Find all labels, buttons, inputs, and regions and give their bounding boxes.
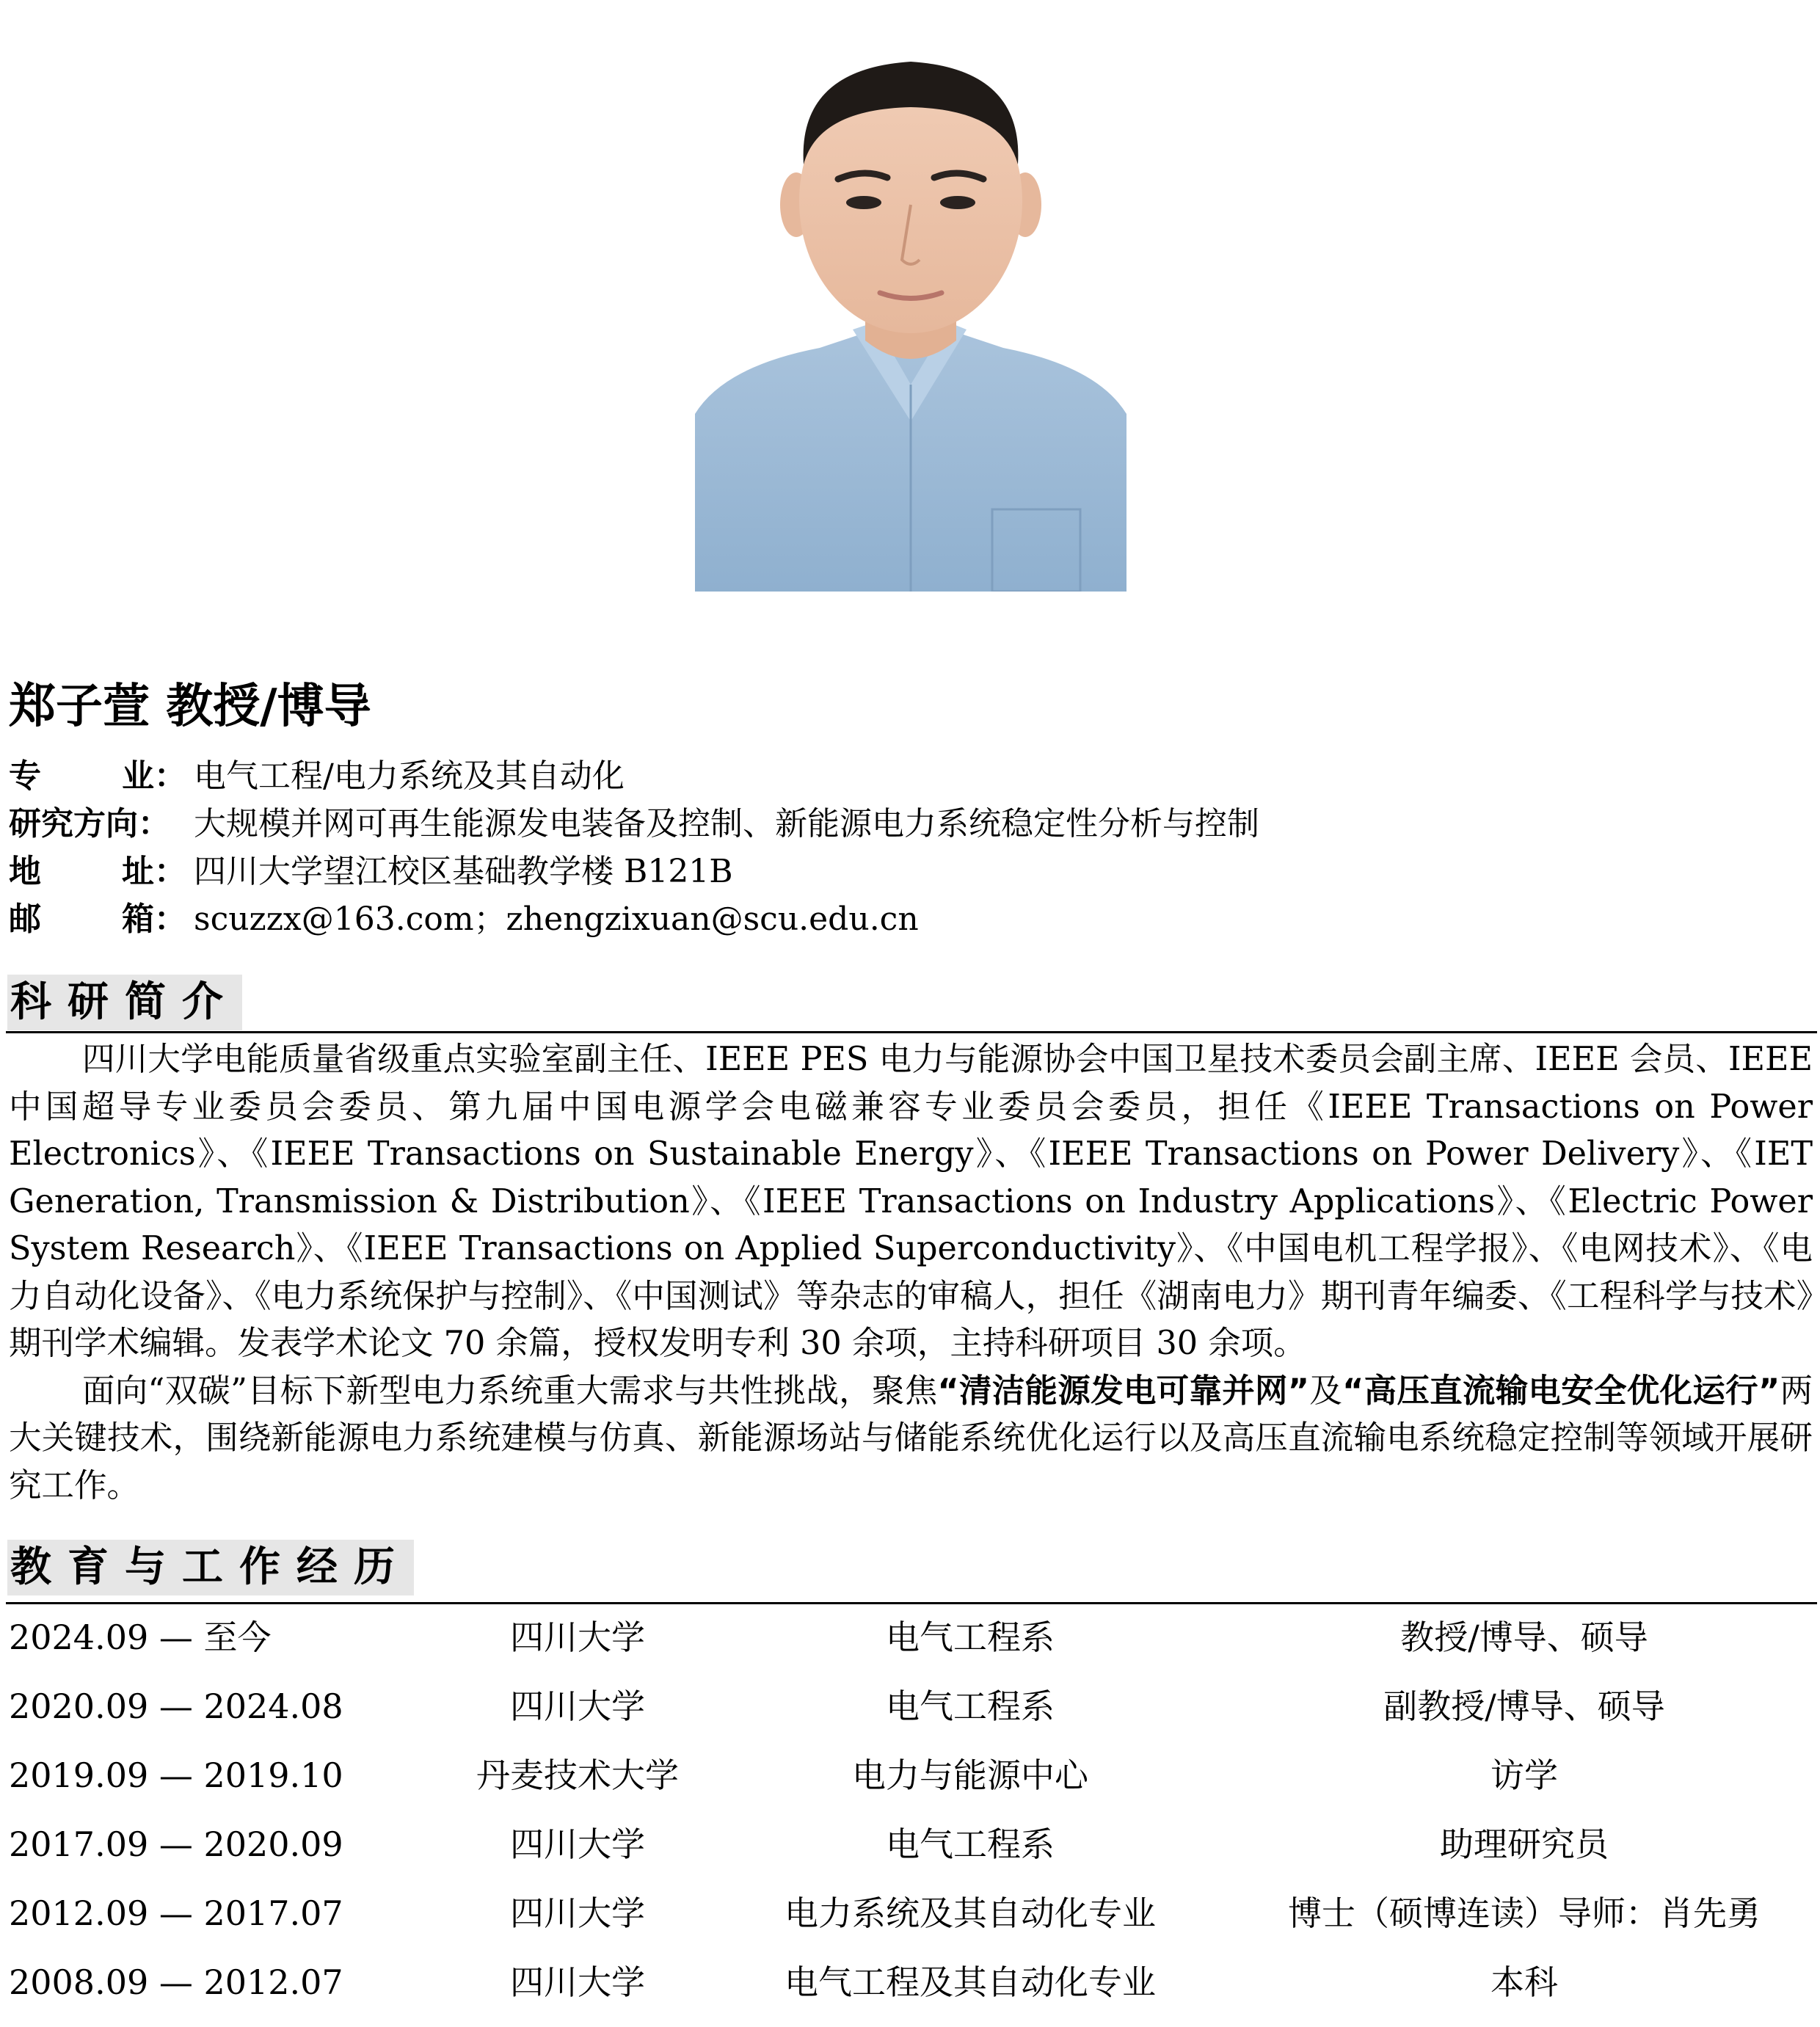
table-row: [9, 1613, 1814, 1682]
portrait-photo: [695, 40, 1126, 592]
section-title-research-intro: 科研简介: [7, 975, 242, 1030]
exp-date: 2019.09 — 2019.10: [9, 1755, 343, 1795]
info-label-major: 专 业：: [9, 757, 186, 795]
table-row: [9, 1751, 1814, 1820]
info-value-major: 电气工程/电力系统及其自动化: [194, 757, 625, 795]
exp-role: 副教授/博导、硕导: [1383, 1686, 1665, 1726]
exp-role: 助理研究员: [1440, 1824, 1609, 1864]
table-row: [9, 1958, 1814, 2027]
exp-date: 2012.09 — 2017.07: [9, 1893, 343, 1933]
info-label-address: 地 址：: [9, 853, 186, 890]
info-block: [9, 752, 1259, 943]
intro-paragraph-1: 四川大学电能质量省级重点实验室副主任、IEEE PES 电力与能源协会中国卫星技术委员会副主席、IEEE 会员、IEEE 中国超导专业委员会委员、第九届中国电源学会电磁兼容专业委员会委员，担任《IEEE Transactions on Power Electronics》、《IEEE Transactions on Sustainable Energy》、《IEEE Transactions on Power Delivery》、《IET Generation, Transmission & Distribution》、《IEEE Transactions on Industry Applications》、《Electric Power System Research》、《IEEE Transactions on Applied Superconductivity》、《中国电机工程学报》、《电网技术》、《电力自动化设备》、《电力系统保护与控制》、《中国测试》等杂志的审稿人，担任《湖南电力》期刊青年编委、《工程科学与技术》期刊学术编辑。发表学术论文 70 余篇，授权发明专利 30 余项，主持科研项目 30 余项。: [9, 1041, 1813, 1362]
info-value-email[interactable]: scuzzx@163.com；zhengzixuan@scu.edu.cn: [194, 900, 919, 938]
info-row-address: [9, 848, 1259, 895]
exp-date: 2020.09 — 2024.08: [9, 1686, 343, 1726]
info-row-major: [9, 752, 1259, 800]
info-row-email: [9, 895, 1259, 943]
exp-department: 电气工程系: [886, 1824, 1055, 1864]
intro-paragraph-2: 面向“双碳”目标下新型电力系统重大需求与共性挑战，聚焦“清洁能源发电可靠并网”及“高压直流输电安全优化运行”两大关键技术，围绕新能源电力系统建模与仿真、新能源场站与储能系统优化运行以及高压直流输电系统稳定控制等领域开展研究工作。: [9, 1372, 1813, 1504]
exp-department: 电力系统及其自动化专业: [785, 1893, 1156, 1933]
table-row: [9, 1682, 1814, 1751]
exp-date: 2017.09 — 2020.09: [9, 1824, 343, 1864]
exp-department: 电气工程系: [886, 1617, 1055, 1657]
section-title-experience: 教育与工作经历: [7, 1540, 414, 1595]
info-value-research: 大规模并网可再生能源发电装备及控制、新能源电力系统稳定性分析与控制: [194, 805, 1259, 843]
exp-role: 本科: [1490, 1962, 1558, 2002]
section-divider: [6, 1031, 1817, 1033]
info-label-research: 研究方向：: [9, 805, 170, 843]
research-intro-text: [9, 1036, 1813, 1510]
info-label-email: 邮 箱：: [9, 900, 186, 938]
exp-organization: 四川大学: [510, 1824, 645, 1864]
exp-organization: 四川大学: [510, 1686, 645, 1726]
table-row: [9, 1820, 1814, 1889]
exp-role: 博士（硕博连读）导师：肖先勇: [1288, 1893, 1761, 1933]
exp-department: 电气工程系: [886, 1686, 1055, 1726]
info-value-address: 四川大学望江校区基础教学楼 B121B: [194, 853, 733, 890]
table-row: [9, 1889, 1814, 1958]
person-name: 郑子萱 教授/博导: [9, 680, 371, 734]
exp-date: 2024.09 — 至今: [9, 1617, 272, 1657]
exp-date: 2008.09 — 2012.07: [9, 1962, 343, 2002]
exp-organization: 四川大学: [510, 1617, 645, 1657]
info-row-research: [9, 800, 1259, 848]
exp-department: 电力与能源中心: [852, 1755, 1088, 1795]
experience-table: [9, 1613, 1814, 2027]
exp-organization: 丹麦技术大学: [476, 1755, 679, 1795]
exp-organization: 四川大学: [510, 1962, 645, 2002]
exp-role: 访学: [1490, 1755, 1558, 1795]
exp-department: 电气工程及其自动化专业: [785, 1962, 1156, 2002]
exp-role: 教授/博导、硕导: [1400, 1617, 1648, 1657]
section-divider: [6, 1602, 1817, 1604]
exp-organization: 四川大学: [510, 1893, 645, 1933]
